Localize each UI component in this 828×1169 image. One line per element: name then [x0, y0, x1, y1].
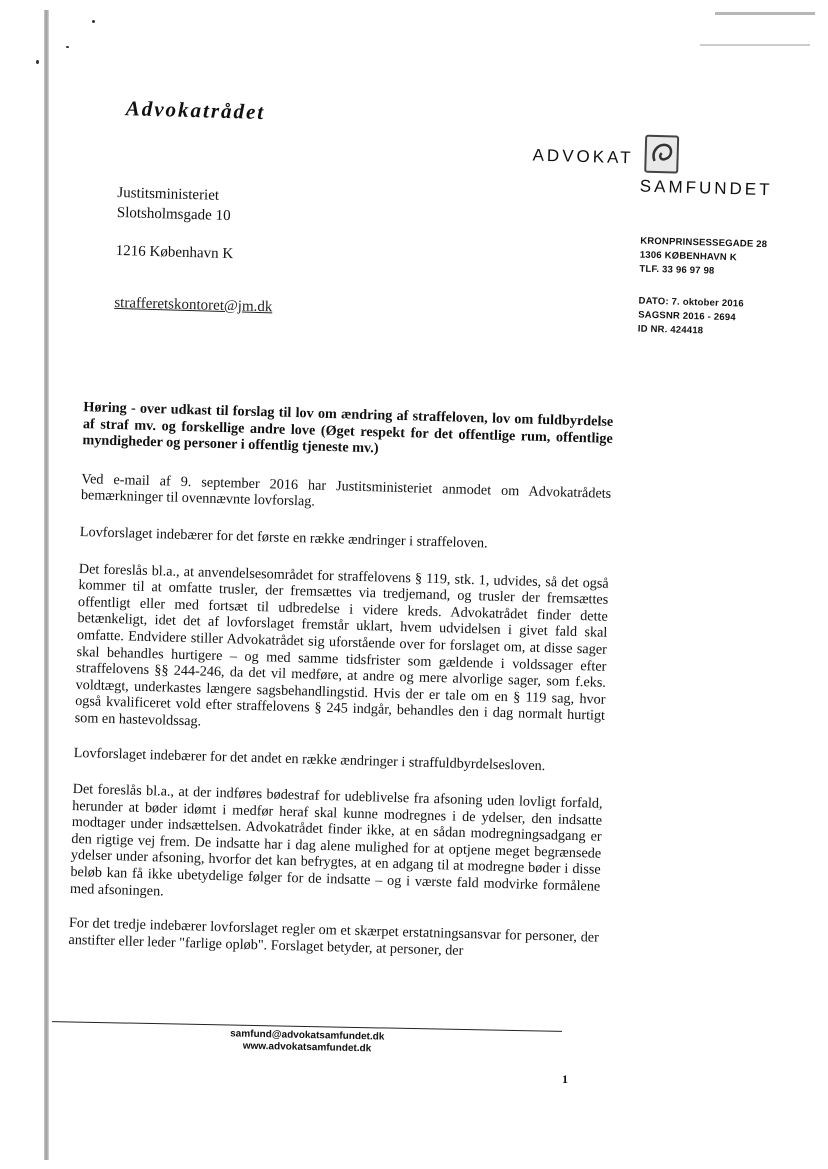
recipient-email[interactable]: strafferetskontoret@jm.dk: [114, 294, 273, 316]
case-number: SAGSNR 2016 - 2694: [638, 309, 736, 324]
letter-body: [68, 399, 614, 983]
logo-word-samfundet: SAMFUNDET: [639, 176, 773, 200]
letter-footer: [230, 1028, 385, 1055]
logo-emblem-icon: [644, 135, 679, 174]
sender-info-block: [638, 235, 768, 341]
scan-artifact-top: [715, 12, 815, 15]
paragraph-2: Lovforslaget indebærer for det første en række ændringer i straffeloven.: [79, 524, 488, 552]
paragraph-4: Lovforslaget indebærer for det andet en række ændringer i straffuldbyrdelsesloven.: [73, 744, 546, 774]
sender-address: KRONPRINSESSEGADE 28: [640, 235, 768, 251]
paragraph-1: Ved e-mail af 9. september 2016 har Justitsministeriet anmodet om Advokatrådets bemærkninger til ovennævnte lovforslag.: [80, 470, 612, 510]
recipient-address: [114, 183, 276, 317]
page-number: 1: [562, 1072, 568, 1086]
paragraph-6: For det tredje indebærer lovforslaget regler om et skærpet erstatningsansvar for personer, der anstifter eller leder "farlige opløb". Forslaget betyder, at personer, der: [68, 915, 600, 959]
footer-email[interactable]: samfund@advokatsamfundet.dk: [230, 1028, 385, 1043]
footer-web[interactable]: www.advokatsamfundet.dk: [242, 1040, 372, 1055]
sender-phone: TLF. 33 96 97 98: [639, 263, 715, 277]
logo-word-advokat: ADVOKAT: [532, 145, 634, 168]
recipient-line-1: Justitsministeriet: [117, 184, 220, 204]
recipient-line-2: Slotsholmsgade 10: [116, 204, 231, 225]
paragraph-5: Det foreslås bl.a., at der indføres bødestraf for udeblivelse fra afsoning uden lovligt forfald, herunder at bøder idømt i medfør heraf skal kunne modregnes i de ydelser, den indsatte modtager under indsættelsen. Advokatrådet finder ikke, at en sådan modregningsadgang er den rigtige vej frem. De indsatte har i dag alene mulighed for at optjene meget begrænsede ydelser under afsoning, hvorfor det kan befrygtes, at en adgang til at modregne bøder i disse beløb kan få ikke ubetydelige følger for de indsatte – og i værste fald modvirke formålene med afsoningen.: [69, 781, 603, 900]
sender-name: Advokatrådet: [125, 96, 266, 125]
advokatsamfundet-logo: [531, 132, 793, 209]
letter-date: DATO: 7. oktober 2016: [638, 295, 744, 310]
letter-subject: Høring - over udkast til forslag til lov om ændring af straffeloven, lov om fuldbyrdelse af straf mv. og forskellige andre love (Øget respekt for det offentlige rum, offentlige myndigheder og personer i offentlig tjeneste mv.): [82, 399, 614, 457]
paragraph-3: Det foreslås bl.a., at anvendelsesområdet for straffelovens § 119, stk. 1, udvides, så det også kommer til at omfatte trusler, der fremsættes via tredjemand, og trusler der fremsættes offentligt eller med fortsæt til udbredelse i videre kreds. Advokatrådet finder dette betænkeligt, idet det af lovforslaget fremstår uklart, hvem udvidelsen i givet fald skal omfatte. Endvidere stiller Advokatrådet sig uforstående over for forslaget om, at disse sager skal behandles hurtigere – og med samme tidsfrister som gældende i voldssager efter straffelovens §§ 244-246, da det vil medføre, at andre og mere alvorlige sager, som f.eks. voldtægt, underkastes længere sagsbehandlingstid. Hvis der er tale om en § 119 sag, hvor også kvalificeret vold efter straffelovens § 245 indgår, behandles den i dag normalt hurtigt som en hastevoldssag.: [74, 560, 609, 730]
sender-postal: 1306 KØBENHAVN K: [639, 249, 737, 264]
recipient-city: 1216 København K: [115, 242, 234, 263]
id-number: ID NR. 424418: [637, 323, 704, 337]
